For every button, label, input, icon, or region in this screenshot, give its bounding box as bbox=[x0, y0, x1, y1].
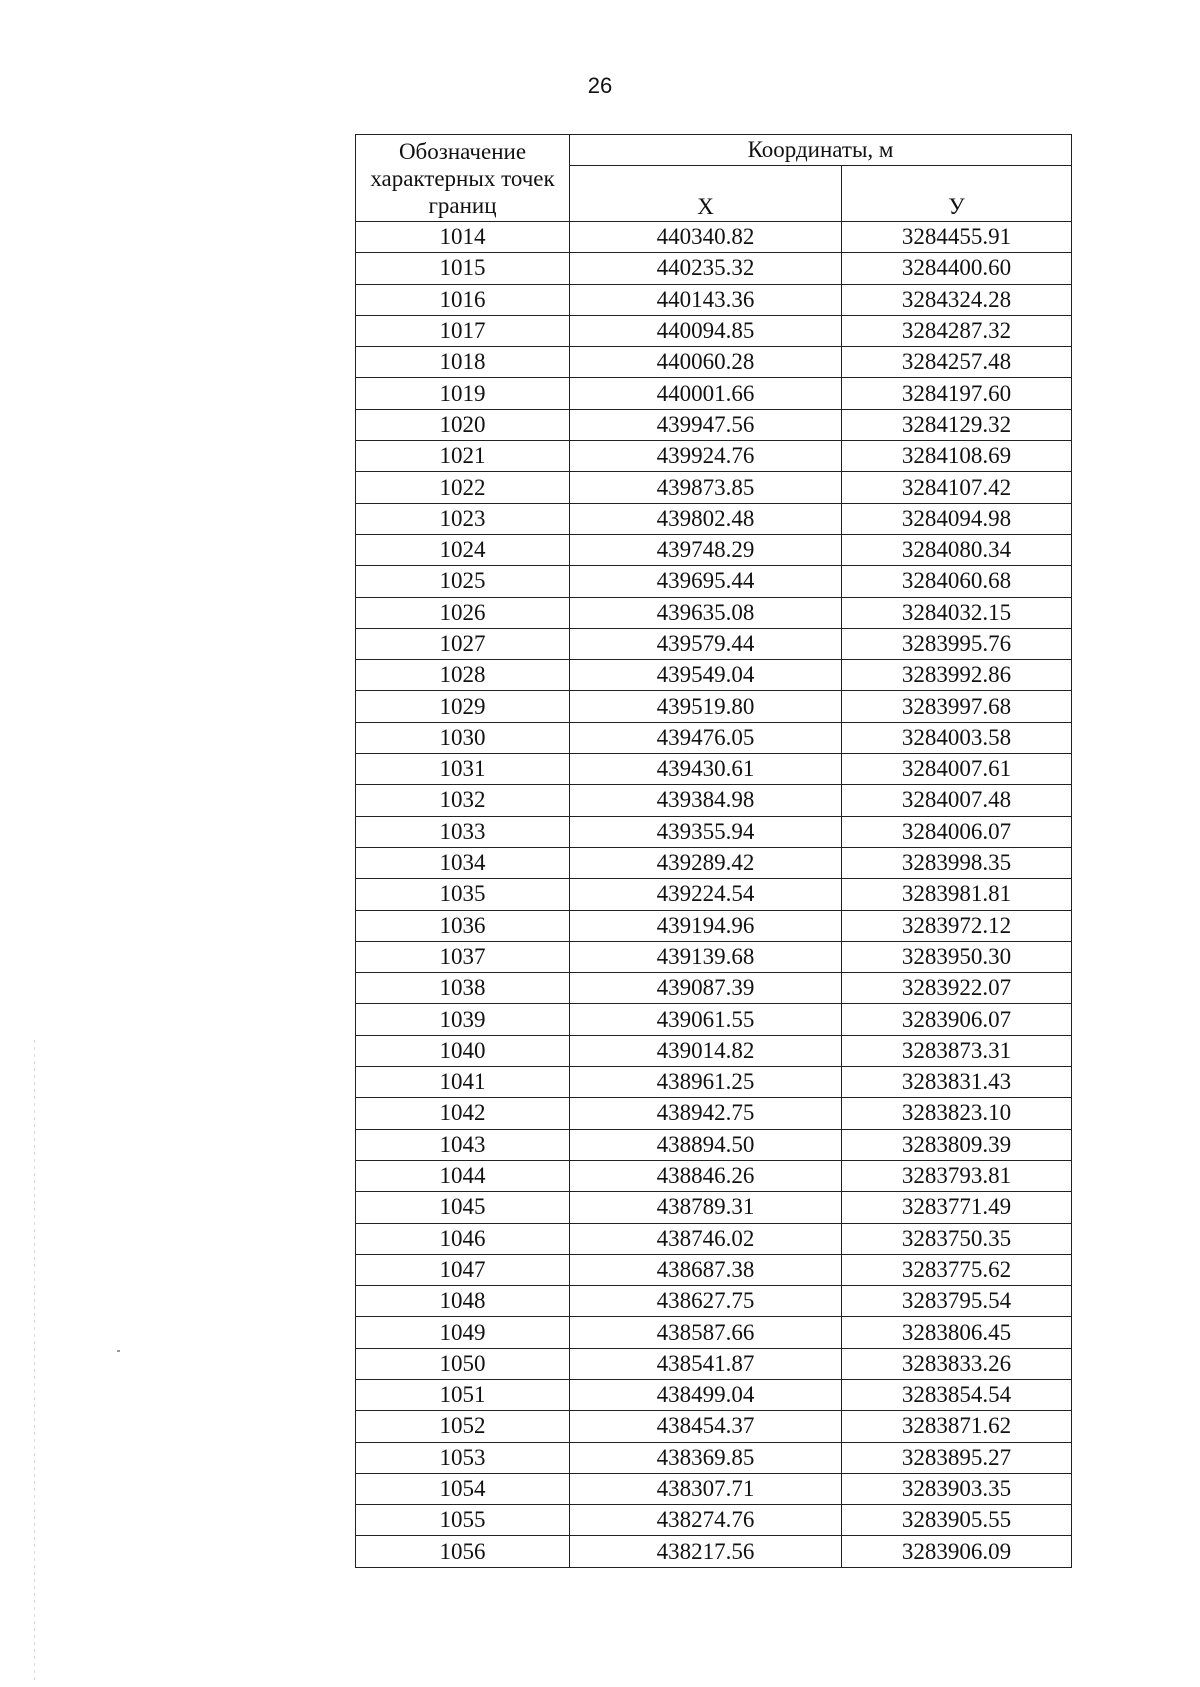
cell-x: 439384.98 bbox=[570, 785, 842, 816]
cell-point: 1019 bbox=[356, 378, 570, 409]
cell-point: 1026 bbox=[356, 597, 570, 628]
scan-artifact-dot bbox=[117, 1350, 120, 1352]
table-row bbox=[356, 1348, 1072, 1379]
table-body bbox=[356, 222, 1072, 1568]
cell-point: 1046 bbox=[356, 1223, 570, 1254]
cell-y: 3284455.91 bbox=[842, 222, 1072, 253]
cell-x: 438894.50 bbox=[570, 1129, 842, 1160]
table-row bbox=[356, 534, 1072, 565]
cell-point: 1045 bbox=[356, 1192, 570, 1223]
table-row bbox=[356, 1160, 1072, 1191]
scan-artifact-edge bbox=[34, 1040, 35, 1680]
table-row bbox=[356, 1004, 1072, 1035]
table-row bbox=[356, 1536, 1072, 1567]
header-points-designation: Обозначение характерных точек границ bbox=[356, 135, 570, 222]
table-row bbox=[356, 691, 1072, 722]
cell-x: 439139.68 bbox=[570, 941, 842, 972]
cell-x: 440143.36 bbox=[570, 284, 842, 315]
cell-point: 1027 bbox=[356, 628, 570, 659]
cell-x: 438789.31 bbox=[570, 1192, 842, 1223]
cell-point: 1036 bbox=[356, 910, 570, 941]
cell-y: 3284400.60 bbox=[842, 253, 1072, 284]
cell-y: 3284007.48 bbox=[842, 785, 1072, 816]
cell-point: 1052 bbox=[356, 1411, 570, 1442]
table-row bbox=[356, 441, 1072, 472]
cell-x: 438746.02 bbox=[570, 1223, 842, 1254]
table-row bbox=[356, 660, 1072, 691]
cell-x: 438587.66 bbox=[570, 1317, 842, 1348]
table-row bbox=[356, 785, 1072, 816]
cell-x: 439224.54 bbox=[570, 879, 842, 910]
cell-y: 3284007.61 bbox=[842, 754, 1072, 785]
table-row bbox=[356, 1286, 1072, 1317]
cell-y: 3283998.35 bbox=[842, 847, 1072, 878]
cell-y: 3284080.34 bbox=[842, 534, 1072, 565]
table-row bbox=[356, 1035, 1072, 1066]
cell-point: 1025 bbox=[356, 566, 570, 597]
cell-y: 3283771.49 bbox=[842, 1192, 1072, 1223]
table-row bbox=[356, 973, 1072, 1004]
table-row bbox=[356, 1129, 1072, 1160]
cell-y: 3283831.43 bbox=[842, 1067, 1072, 1098]
table-row bbox=[356, 347, 1072, 378]
cell-point: 1034 bbox=[356, 847, 570, 878]
cell-x: 439635.08 bbox=[570, 597, 842, 628]
cell-x: 439695.44 bbox=[570, 566, 842, 597]
cell-y: 3284324.28 bbox=[842, 284, 1072, 315]
coordinates-table bbox=[355, 134, 1072, 1568]
cell-point: 1056 bbox=[356, 1536, 570, 1567]
cell-y: 3283895.27 bbox=[842, 1442, 1072, 1473]
table-row bbox=[356, 1473, 1072, 1504]
cell-point: 1040 bbox=[356, 1035, 570, 1066]
cell-point: 1021 bbox=[356, 441, 570, 472]
cell-x: 438846.26 bbox=[570, 1160, 842, 1191]
cell-point: 1022 bbox=[356, 472, 570, 503]
cell-x: 440060.28 bbox=[570, 347, 842, 378]
cell-point: 1041 bbox=[356, 1067, 570, 1098]
cell-y: 3283809.39 bbox=[842, 1129, 1072, 1160]
cell-y: 3283873.31 bbox=[842, 1035, 1072, 1066]
cell-point: 1050 bbox=[356, 1348, 570, 1379]
cell-x: 438942.75 bbox=[570, 1098, 842, 1129]
cell-y: 3283992.86 bbox=[842, 660, 1072, 691]
cell-point: 1029 bbox=[356, 691, 570, 722]
cell-y: 3283997.68 bbox=[842, 691, 1072, 722]
header-y: У bbox=[842, 166, 1072, 222]
cell-x: 439947.56 bbox=[570, 409, 842, 440]
cell-point: 1048 bbox=[356, 1286, 570, 1317]
table-row bbox=[356, 879, 1072, 910]
table-row bbox=[356, 1098, 1072, 1129]
cell-y: 3284287.32 bbox=[842, 315, 1072, 346]
cell-y: 3284257.48 bbox=[842, 347, 1072, 378]
cell-y: 3284108.69 bbox=[842, 441, 1072, 472]
table-row bbox=[356, 847, 1072, 878]
cell-point: 1039 bbox=[356, 1004, 570, 1035]
cell-x: 439519.80 bbox=[570, 691, 842, 722]
table-row bbox=[356, 816, 1072, 847]
table-row bbox=[356, 1505, 1072, 1536]
cell-y: 3283906.09 bbox=[842, 1536, 1072, 1567]
table-row bbox=[356, 503, 1072, 534]
table-row bbox=[356, 472, 1072, 503]
cell-point: 1038 bbox=[356, 973, 570, 1004]
table-row bbox=[356, 315, 1072, 346]
cell-point: 1031 bbox=[356, 754, 570, 785]
table-row bbox=[356, 253, 1072, 284]
table-row bbox=[356, 1067, 1072, 1098]
cell-x: 439873.85 bbox=[570, 472, 842, 503]
cell-point: 1035 bbox=[356, 879, 570, 910]
cell-x: 439748.29 bbox=[570, 534, 842, 565]
cell-y: 3283906.07 bbox=[842, 1004, 1072, 1035]
cell-y: 3283775.62 bbox=[842, 1254, 1072, 1285]
cell-y: 3283854.54 bbox=[842, 1379, 1072, 1410]
cell-x: 438499.04 bbox=[570, 1379, 842, 1410]
cell-y: 3283905.55 bbox=[842, 1505, 1072, 1536]
cell-point: 1054 bbox=[356, 1473, 570, 1504]
table-row bbox=[356, 722, 1072, 753]
cell-y: 3283903.35 bbox=[842, 1473, 1072, 1504]
cell-y: 3283972.12 bbox=[842, 910, 1072, 941]
cell-y: 3284006.07 bbox=[842, 816, 1072, 847]
cell-x: 439549.04 bbox=[570, 660, 842, 691]
table-row bbox=[356, 284, 1072, 315]
table-row bbox=[356, 1254, 1072, 1285]
cell-x: 439924.76 bbox=[570, 441, 842, 472]
cell-point: 1042 bbox=[356, 1098, 570, 1129]
cell-x: 439430.61 bbox=[570, 754, 842, 785]
table-header bbox=[356, 135, 1072, 222]
table-row bbox=[356, 409, 1072, 440]
cell-y: 3283806.45 bbox=[842, 1317, 1072, 1348]
cell-y: 3284032.15 bbox=[842, 597, 1072, 628]
cell-point: 1049 bbox=[356, 1317, 570, 1348]
cell-x: 439087.39 bbox=[570, 973, 842, 1004]
cell-point: 1030 bbox=[356, 722, 570, 753]
cell-point: 1028 bbox=[356, 660, 570, 691]
cell-point: 1047 bbox=[356, 1254, 570, 1285]
cell-point: 1018 bbox=[356, 347, 570, 378]
cell-y: 3284197.60 bbox=[842, 378, 1072, 409]
cell-x: 439802.48 bbox=[570, 503, 842, 534]
table-row bbox=[356, 941, 1072, 972]
cell-point: 1020 bbox=[356, 409, 570, 440]
cell-y: 3283922.07 bbox=[842, 973, 1072, 1004]
cell-y: 3283981.81 bbox=[842, 879, 1072, 910]
cell-x: 438687.38 bbox=[570, 1254, 842, 1285]
cell-point: 1032 bbox=[356, 785, 570, 816]
cell-x: 439194.96 bbox=[570, 910, 842, 941]
cell-point: 1055 bbox=[356, 1505, 570, 1536]
cell-y: 3284094.98 bbox=[842, 503, 1072, 534]
table-row bbox=[356, 628, 1072, 659]
cell-x: 438454.37 bbox=[570, 1411, 842, 1442]
cell-y: 3283793.81 bbox=[842, 1160, 1072, 1191]
cell-x: 440235.32 bbox=[570, 253, 842, 284]
cell-point: 1053 bbox=[356, 1442, 570, 1473]
cell-x: 438307.71 bbox=[570, 1473, 842, 1504]
cell-point: 1016 bbox=[356, 284, 570, 315]
cell-x: 438217.56 bbox=[570, 1536, 842, 1567]
cell-x: 438541.87 bbox=[570, 1348, 842, 1379]
cell-x: 438369.85 bbox=[570, 1442, 842, 1473]
cell-x: 439355.94 bbox=[570, 816, 842, 847]
cell-point: 1037 bbox=[356, 941, 570, 972]
cell-x: 438627.75 bbox=[570, 1286, 842, 1317]
cell-point: 1024 bbox=[356, 534, 570, 565]
cell-x: 440094.85 bbox=[570, 315, 842, 346]
page-number: 26 bbox=[587, 73, 613, 98]
cell-point: 1023 bbox=[356, 503, 570, 534]
cell-x: 439061.55 bbox=[570, 1004, 842, 1035]
table-row bbox=[356, 1192, 1072, 1223]
cell-point: 1051 bbox=[356, 1379, 570, 1410]
cell-y: 3284129.32 bbox=[842, 409, 1072, 440]
cell-point: 1014 bbox=[356, 222, 570, 253]
cell-x: 440340.82 bbox=[570, 222, 842, 253]
cell-y: 3283871.62 bbox=[842, 1411, 1072, 1442]
cell-point: 1015 bbox=[356, 253, 570, 284]
cell-x: 439579.44 bbox=[570, 628, 842, 659]
table-row bbox=[356, 597, 1072, 628]
table-row bbox=[356, 566, 1072, 597]
cell-x: 438274.76 bbox=[570, 1505, 842, 1536]
cell-y: 3283833.26 bbox=[842, 1348, 1072, 1379]
cell-y: 3283750.35 bbox=[842, 1223, 1072, 1254]
cell-point: 1033 bbox=[356, 816, 570, 847]
cell-point: 1044 bbox=[356, 1160, 570, 1191]
cell-point: 1043 bbox=[356, 1129, 570, 1160]
cell-y: 3283823.10 bbox=[842, 1098, 1072, 1129]
cell-y: 3283795.54 bbox=[842, 1286, 1072, 1317]
cell-x: 440001.66 bbox=[570, 378, 842, 409]
cell-y: 3284003.58 bbox=[842, 722, 1072, 753]
table-row bbox=[356, 222, 1072, 253]
table-row bbox=[356, 1379, 1072, 1410]
cell-x: 438961.25 bbox=[570, 1067, 842, 1098]
table-row bbox=[356, 1223, 1072, 1254]
table-row bbox=[356, 910, 1072, 941]
cell-y: 3284060.68 bbox=[842, 566, 1072, 597]
cell-y: 3284107.42 bbox=[842, 472, 1072, 503]
cell-x: 439476.05 bbox=[570, 722, 842, 753]
header-coordinates: Координаты, м bbox=[570, 135, 1072, 166]
cell-y: 3283995.76 bbox=[842, 628, 1072, 659]
header-x: Х bbox=[570, 166, 842, 222]
table-row bbox=[356, 1317, 1072, 1348]
cell-x: 439014.82 bbox=[570, 1035, 842, 1066]
table-row bbox=[356, 754, 1072, 785]
cell-x: 439289.42 bbox=[570, 847, 842, 878]
table-row bbox=[356, 378, 1072, 409]
cell-y: 3283950.30 bbox=[842, 941, 1072, 972]
cell-point: 1017 bbox=[356, 315, 570, 346]
table-row bbox=[356, 1411, 1072, 1442]
table-row bbox=[356, 1442, 1072, 1473]
